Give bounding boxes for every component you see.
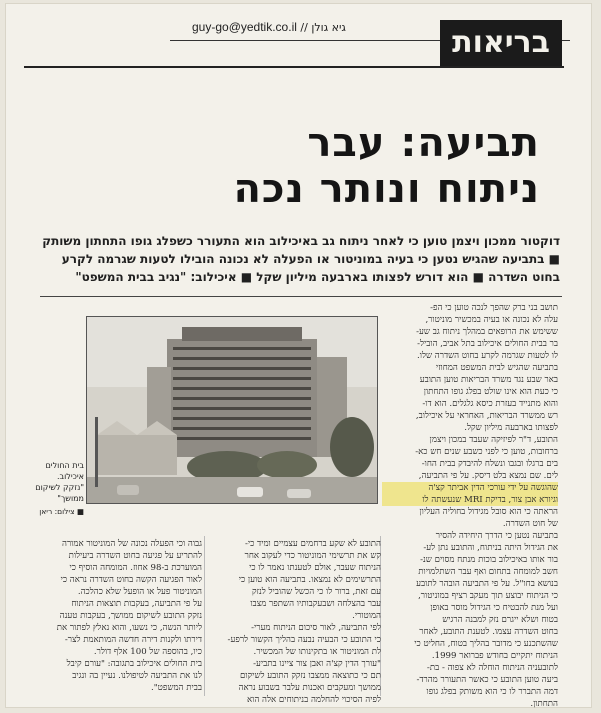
article-line: בים ברגלו ובגבו ונשלח להיבדק בבית החו- <box>421 459 558 469</box>
article-line: ביעה טוען התובע כי כאשר התעורר מהרד- <box>416 675 558 685</box>
article-line: כיו, בהוספה של 100 אלף דולר. <box>93 647 202 657</box>
article-line: לו לטעות שגרמה לקרע בחוט השדרה שלו. <box>417 351 558 361</box>
article-line: לאור הפגיעה הקשה בחוט השדרה נראה כי <box>60 575 202 585</box>
article-line: המוניטור פעל או הופעל שלא כהלכה. <box>77 587 202 597</box>
article-line: ממושך ומעקבים ואכנות עלבר בשבוע נראה <box>238 683 381 693</box>
article-line: התובע, ד"ר לפיזיקה שעבד במכון ויצמן <box>429 435 558 445</box>
article-line: הראתה כי הוא סובל מגידול בחוליה העליון <box>419 507 558 517</box>
article-line: לפיה הסיכוי להחלמה בניתוחים אלה הוא <box>247 695 381 705</box>
headline <box>100 120 540 212</box>
article-line: ליותר הנשה, כי נשעו, והוא נאלץ לפתור את <box>56 623 202 633</box>
subheadline: דוקטור ממכון ויצמן טוען כי לאחר ניתוח גב באיכילוב הוא התעורר כשפלג גופו התחתון משותק ■ בתביעה שהגיש נטען כי בעיה במוניטור או הפעלה לא נכונה הובילו לטעות שגרמה לקרע בחוט השדרה ■ הוא דורש לפצותו בארבעה מיליון שקל ■ איכילוב: "נגיב בבית המשפט" <box>42 234 560 284</box>
article-line: הניתוח שעבר, אולם לטענתו נאמר לו כי <box>249 563 381 573</box>
article-line: כי כעת הוא אינו שולט בפלג גופו התחתון <box>423 387 558 397</box>
article-line: עבר בהצלחה ושבעקבותיו השתפר מצבו <box>250 599 381 609</box>
article-line: על פי התביעה, בעקבות תוצאות הניתוח <box>71 599 202 609</box>
article-column-left <box>36 538 202 694</box>
photo-credit: ■ צילום: ריאן <box>39 507 84 516</box>
article-line: שהשתכנע כי מדובר בהליך בטוח, החליט כי <box>414 639 558 649</box>
article-line: בתביעה שהגיש לבית המשפט המחוזי <box>435 363 558 373</box>
article-line: וגיורא אבן צור, בדיקת MRI שנעשתה לו <box>382 494 558 506</box>
photo-caption <box>34 460 84 517</box>
article-line: לפצותו בארבעה מיליון שקל. <box>464 423 558 433</box>
article-line: נזקק התובע לשיקום ממושך, בעקבות טענה <box>59 611 202 621</box>
article-line: בטוח ושלא ייגרם נזק למבנה הרגיש <box>442 615 558 625</box>
article-line: המוערכת ב-98 אחוז. המומחה הוסיף כי <box>69 563 202 573</box>
article-line: ועל מנת להבטיח כי הגידול מוסר באופן <box>430 603 558 613</box>
hospital-building-illustration <box>87 317 377 503</box>
article-line: עם זאת, ברור לו כי הכשל שהוביל לנזק <box>251 587 381 597</box>
article-line: "עורך הדין קצ'ה ואבן צור ציינו בתביע- <box>253 659 381 669</box>
article-line: בבית המשפט". <box>150 683 202 693</box>
article-line: תושב בני ברק שהפך לנכה טוען כי הפ- <box>430 303 558 313</box>
article-line: בית החולים איכילוב בתגובה: "עורם קיבל <box>66 659 202 669</box>
article-column-right <box>382 302 558 710</box>
article-line: בנושא בחו"ל. על פי התביעה הובהר לתובע <box>416 579 558 589</box>
article-line: התחתון. <box>530 699 558 709</box>
article-line: לתובעניה הניתוח הוחלה לא צפוה - בת- <box>426 663 558 673</box>
article-line: שהוגשה על ידי עורכי הדין אביתר קצ'ה <box>382 482 558 494</box>
article-line: ששימש את הרופאים במהלך ניתוח גב שע- <box>416 327 558 337</box>
article-line: חשב למומחה בתחום ואף עבר השתלמויות <box>418 567 558 577</box>
article-line: לנו את התביעה לטיפולנו. נעיין בה ונגיב <box>72 671 202 681</box>
article-line: הניתוח יתקיים בחודש פברואר 1999. <box>431 651 558 661</box>
article-line: כי הניתוח יבוצע תוך מעקב רציף במוניטור, <box>418 591 558 601</box>
top-rule <box>24 66 564 68</box>
article-line: קש את תרשימי המוניטור כדי לעקוב אחר <box>244 551 381 561</box>
column-divider <box>204 536 205 696</box>
article-line: בתביעה נטען כי הדרך היחידה להסיר <box>435 531 558 541</box>
article-line: בר בבית החולים איכילוב בתל אביב, הוביל- <box>417 339 558 349</box>
article-line: לת המוניטור או בתקינותו של המכשיר. <box>253 647 381 657</box>
article-line: התרשימים לא נמצאו. בתביעה הוא טוען כי <box>238 575 381 585</box>
mid-rule <box>40 296 562 297</box>
author-name: גיא גולן <box>311 21 346 34</box>
article-line: של חוט השדרה. <box>502 519 558 529</box>
article-line: והוא מתנייד בעזרת כיסא גלגלים. הוא דו- <box>422 399 558 409</box>
article-line: ברחובות, טוען כי לפני כשבע שנים חש כא- <box>415 447 558 457</box>
article-line: בור אותו באיכילוב בוכות מנתח מסוים שנ- <box>420 555 558 565</box>
article-line: לים. שם נמצא בלט דיסק. על פי התביעה, <box>418 471 558 481</box>
article-line: גבוה וכי הפעלה נכונה של המוניטור אמורה <box>62 539 202 549</box>
article-line: דירתו ולקנות דירה חדשה המותאמת לצר- <box>64 635 202 645</box>
headline-line-1: תביעה: עבר <box>307 120 540 166</box>
article-line: להתריע על פגיעה בחוט השדרה ביעילות <box>68 551 202 561</box>
article-line: דמה התברר לו כי הוא משותק בפלג גופו <box>426 687 558 697</box>
article-line: באר שבע נגד משרד הבריאות טוען התובע <box>419 375 558 385</box>
byline-separator: // <box>300 21 308 34</box>
article-line: התובע לא שקע ברחמים עצמיים ומיד כי- <box>244 539 381 549</box>
byline <box>192 20 346 34</box>
author-email: guy-go@yedtik.co.il <box>192 20 297 34</box>
article-line: רש ממשרד הבריאות, האחראי על איכילוב, <box>415 411 558 421</box>
article-line: את הגידול היתה בניתוח, והתובע נתן לע- <box>423 543 558 553</box>
article-line: עלה לא נכונה או בעיה במכשיר מוניטור, <box>425 315 558 325</box>
article-line: תם כי כתוצאה ממצבו נזקק התובע לשיקום <box>239 671 381 681</box>
hospital-photo <box>86 316 378 504</box>
headline-line-2: ניתוח ונותר נכה <box>233 166 540 212</box>
article-line: לפי התביעה, לאור סיכום הניתוח מערי- <box>251 623 381 633</box>
article-line: בחוט השדרה עצמו. לטענת התובע, לאחר <box>419 627 558 637</box>
section-tag: בריאות <box>440 20 562 66</box>
article-line: המוטורי. <box>352 611 381 621</box>
article-line: כי התובע כי הבעיה נבעה בהליך הקשור לרפע- <box>227 635 381 645</box>
article-column-middle <box>207 538 381 706</box>
photo-caption-text: בית החולים איכילוב. "נזקק לשיקום ממושך" <box>35 461 84 503</box>
